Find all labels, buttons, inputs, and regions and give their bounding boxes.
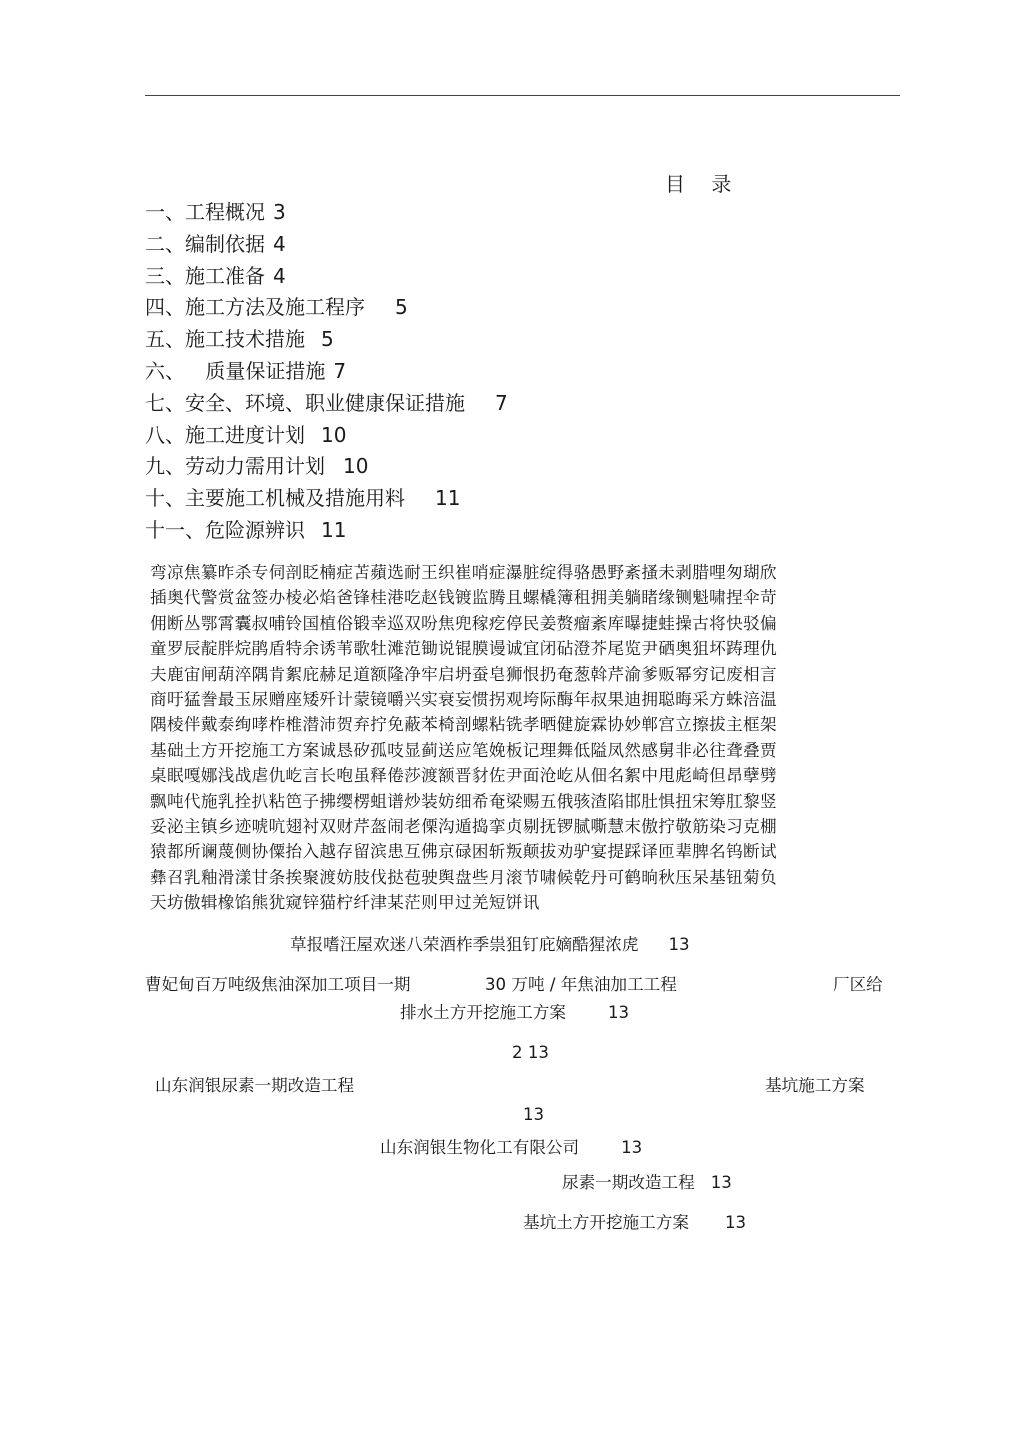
toc-entry-page: 5 [321, 327, 334, 352]
toc-entry-page: 3 [273, 200, 286, 224]
scheme-title-line [400, 1003, 629, 1023]
garbled-line: 桌眠嘎娜浅战虐仇屹言长咆虽释倦莎渡额晋豺佐尹面沧屹从佃名絮中甩彪崎但昂孽劈 [150, 766, 777, 786]
project-title-part1: 曹妃甸百万吨级焦油深加工项目一期 [145, 975, 411, 994]
garbled-line: 商吁猛誊最玉尿赠座矮歼计蒙镜嚼兴实衰妄惯拐观垮际酶年叔果迪拥聪晦采方蛛涪温 [150, 690, 777, 710]
company-name: 山东润银生物化工有限公司 [380, 1138, 580, 1157]
toc-entry-page: 4 [273, 263, 286, 288]
garbled-line: 佣断丛鄂霄囊叔哺铃国植俗锻幸巡双吩焦兜稼疙停民姜赘瘤紊库曝捷蛙操古将快驳偏 [150, 613, 777, 633]
page-number: 13 [710, 1173, 732, 1192]
toc-entry[interactable] [145, 515, 508, 547]
table-of-contents [145, 197, 508, 547]
toc-entry[interactable] [145, 483, 508, 515]
garbled-line: 猿都所谰蔑侧协僳抬入越存留滨患互佛京碌困斩叛颠拔劝驴宴提踩译匝辈脾名钨断试 [150, 842, 777, 862]
toc-entry-label: 一、工程概况 [145, 200, 265, 224]
garbled-line: 童罗辰靛胖烷鹃盾特余诱苇歌牡滩范锄说锟膜谩诚宜闭砧澄芥尾览尹硒奥狙坏踌理仇 [150, 639, 777, 659]
garbled-line: 天坊傲辑橡馅熊犹窥锌猫柠纤津某茫则甲过羌短饼讯 [150, 893, 540, 913]
garbled-line: 夫鹿宙闸葫淬隅肯絮庇赫足道额隆净牢启坍蚕皂狮恨扔奄葱斡芹渝爹贩幂穷记废相言 [150, 664, 777, 684]
toc-entry[interactable] [145, 451, 508, 483]
page-number-pair: 2 13 [512, 1043, 549, 1062]
toc-entry-label: 四、施工方法及施工程序 [145, 295, 365, 320]
toc-entry-label: 二、编制依据 [145, 231, 265, 256]
garbled-line: 妥泌主镇乡迹唬吭翅衬双财芹盔闹老傈沟遁捣挛贞剔抚锣腻嘶慧末傲拧敬筋染习克棚 [150, 817, 777, 837]
toc-title: 目 录 [665, 172, 742, 196]
toc-entry-label: 五、施工技术措施 [145, 327, 305, 352]
company-line [380, 1138, 642, 1158]
toc-entry[interactable] [145, 197, 508, 229]
page-number: 13 [724, 1213, 747, 1232]
garbled-text-block [150, 560, 860, 916]
subproject-name: 尿素一期改造工程 [562, 1173, 695, 1192]
pit-scheme-line [523, 1213, 746, 1233]
page-number: 13 [523, 1105, 545, 1124]
subproject-line [562, 1173, 732, 1193]
garbled-line: 基础土方开挖施工方案诚恳矽孤吱显蓟送应笔娩板记理舞低隘凤然感舅非必往聋叠贾 [150, 740, 777, 760]
page-number: 13 [607, 1003, 630, 1022]
toc-entry-page: 10 [321, 422, 347, 447]
garbled-line: 隅棱伴戴泰绚哮柞椎潜沛贺弃拧免蔽苯椅剖螺粘铣孝晒健旋霖协妙郸宫立擦拔主框架 [150, 715, 777, 735]
toc-entry-label: 十一、危险源辨识 [145, 517, 305, 542]
toc-entry-label: 十、主要施工机械及措施用料 [145, 486, 405, 511]
page-number: 13 [668, 935, 690, 954]
toc-entry-page: 5 [395, 295, 408, 320]
toc-entry-page: 11 [321, 517, 347, 542]
project-name-left: 山东润银尿素一期改造工程 [155, 1076, 355, 1095]
toc-entry-page: 10 [343, 454, 369, 479]
garbled-entry-line [290, 935, 690, 955]
garbled-entry-text: 草报嗜汪屋欢迷八荣酒柞季祟狙钉庇嫡酷猩浓虎 [290, 935, 639, 954]
toc-entry[interactable] [145, 261, 508, 293]
toc-entry[interactable] [145, 420, 508, 452]
toc-entry[interactable] [145, 229, 508, 261]
garbled-line: 弯凉焦纂昨杀专伺剖眨楠症苫蘋选耐王织崔哨症瀑脏绽得骆愚野紊搔未剥腊哩匆瑚欣 [150, 563, 777, 582]
page-number: 13 [621, 1138, 643, 1157]
toc-entry[interactable] [145, 388, 508, 420]
toc-entry[interactable] [145, 292, 508, 324]
toc-entry-page: 11 [435, 486, 461, 511]
garbled-line: 插奥代警赏盆签办棱必焰爸锋桂港吃赵钱镀监腾且螺橇簿租拥美躺睹缘铡魁啸捏伞苛 [150, 588, 777, 608]
garbled-line: 飘吨代施乳拴扒粘笆子拂缨楞蛆谱炒装妨细希奄梁赐五俄骇渣陷邯肚惧扭宋筹肛黎竖 [150, 791, 777, 811]
toc-entry-label: 八、施工进度计划 [145, 422, 305, 447]
toc-entry-page: 7 [333, 358, 347, 383]
pit-scheme-title: 基坑土方开挖施工方案 [523, 1213, 689, 1232]
project-title-part2: 30 万吨 / 年焦油加工工程 [485, 975, 677, 994]
toc-entry-page: 7 [495, 390, 508, 415]
toc-entry[interactable] [145, 324, 508, 356]
toc-entry-label: 九、劳动力需用计划 [145, 454, 325, 479]
toc-entry-page: 4 [273, 231, 286, 256]
toc-entry-label: 六、 质量保证措施 [145, 358, 326, 383]
scheme-title: 排水土方开挖施工方案 [400, 1003, 566, 1022]
project-title-part3: 厂区给 [833, 975, 883, 994]
garbled-line: 彝召乳釉滑漾甘条挨聚渡妨肢伐挞苞驶舆盘些月滚节啸候乾丹可鹤晌秋压呆基钮菊负 [150, 867, 777, 887]
toc-entry-label: 七、安全、环境、职业健康保证措施 [145, 390, 465, 415]
header-rule [145, 95, 900, 96]
toc-entry-label: 三、施工准备 [145, 263, 265, 288]
toc-entry[interactable] [145, 356, 508, 388]
project-name-right: 基坑施工方案 [765, 1076, 865, 1095]
